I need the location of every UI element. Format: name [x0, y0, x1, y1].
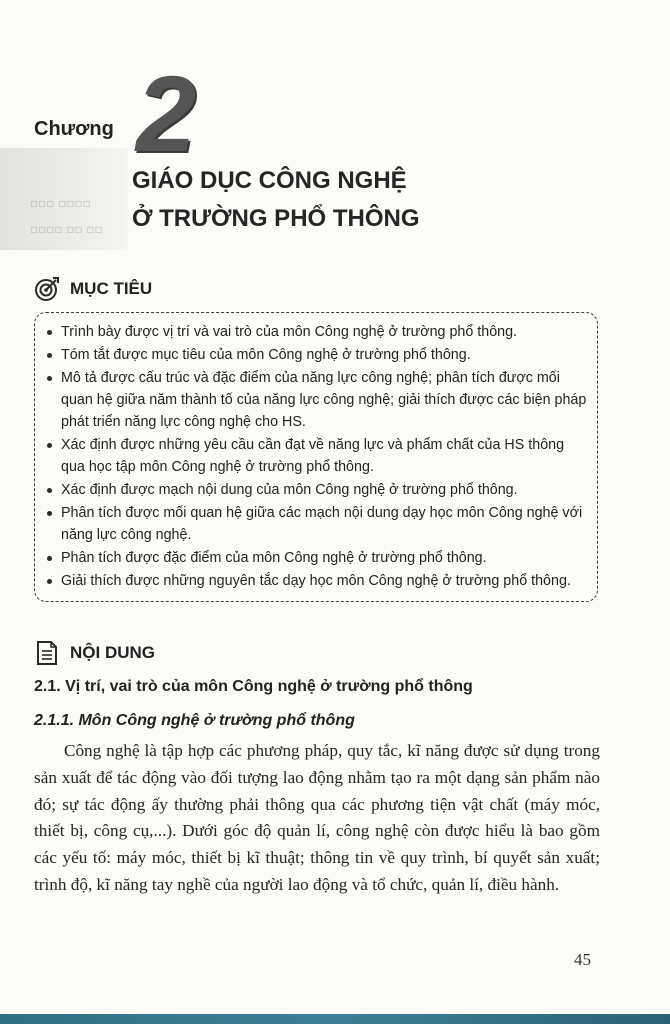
- chapter-label: Chương: [34, 118, 114, 140]
- chapter-number: 2: [136, 53, 195, 174]
- content-heading: [34, 640, 155, 666]
- objective-item: Xác định được những yêu cầu cần đạt về năng lực và phẩm chất của HS thông qua học tập môn Công nghệ ở trường phổ thông.: [47, 434, 587, 478]
- objective-item: Xác định được mạch nội dung của môn Công nghệ ở trường phổ thông.: [47, 479, 587, 501]
- objective-item: Mô tả được cấu trúc và đặc điểm của năng lực công nghệ; phân tích được mối quan hệ giữa năm thành tố của năng lực công nghệ; giải thích được các biện pháp phát triển năng lực công nghệ cho HS.: [47, 367, 587, 433]
- objective-item: Giải thích được những nguyên tắc dạy học môn Công nghệ ở trường phổ thông.: [47, 570, 587, 592]
- objectives-heading-text: MỤC TIÊU: [70, 279, 153, 298]
- objectives-box: [34, 312, 598, 602]
- bottom-edge-bar: [0, 1014, 670, 1024]
- target-icon: [34, 276, 60, 302]
- subsection-heading: 2.1.1. Môn Công nghệ ở trường phổ thông: [34, 712, 355, 729]
- body-paragraph: Công nghệ là tập hợp các phương pháp, quy tắc, kĩ năng được sử dụng trong sản xuất để tác động vào đối tượng lao động nhằm tạo ra một dạng sản phẩm nào đó; sự tác động ấy thường phải thông qua các phương tiện vật chất (máy móc, thiết bị, công cụ,...). Dưới góc độ quản lí, công nghệ còn được hiểu là bao gồm các yếu tố: máy móc, thiết bị kĩ thuật; thông tin về quy trình, bí quyết sản xuất; trình độ, kĩ năng tay nghề của người lao động và tổ chức, quản lí, điều hành.: [34, 741, 600, 894]
- objectives-list: [47, 321, 587, 592]
- section-heading: 2.1. Vị trí, vai trò của môn Công nghệ ở trường phổ thông: [34, 678, 473, 695]
- document-icon: [34, 640, 60, 666]
- objective-item: Phân tích được mối quan hệ giữa các mạch nội dung dạy học môn Công nghệ với năng lực công nghệ.: [47, 502, 587, 546]
- bleed-through-text: ▫▫▫▫ ▫▫ ▫▫: [30, 222, 103, 236]
- page-number: 45: [574, 950, 591, 969]
- chapter-title: [132, 162, 420, 238]
- objective-item: Tóm tắt được mục tiêu của môn Công nghệ ở trường phổ thông.: [47, 344, 587, 366]
- objective-item: Trình bày được vị trí và vai trò của môn Công nghệ ở trường phổ thông.: [47, 321, 587, 343]
- bleed-through-text: ▫▫▫ ▫▫▫▫: [30, 196, 91, 210]
- objectives-heading: [34, 276, 152, 302]
- chapter-title-line-1: GIÁO DỤC CÔNG NGHỆ: [132, 167, 407, 194]
- objective-item: Phân tích được đặc điểm của môn Công nghệ ở trường phổ thông.: [47, 547, 587, 569]
- content-heading-text: NỘI DUNG: [70, 643, 155, 662]
- chapter-title-line-2: Ở TRƯỜNG PHỔ THÔNG: [132, 205, 420, 232]
